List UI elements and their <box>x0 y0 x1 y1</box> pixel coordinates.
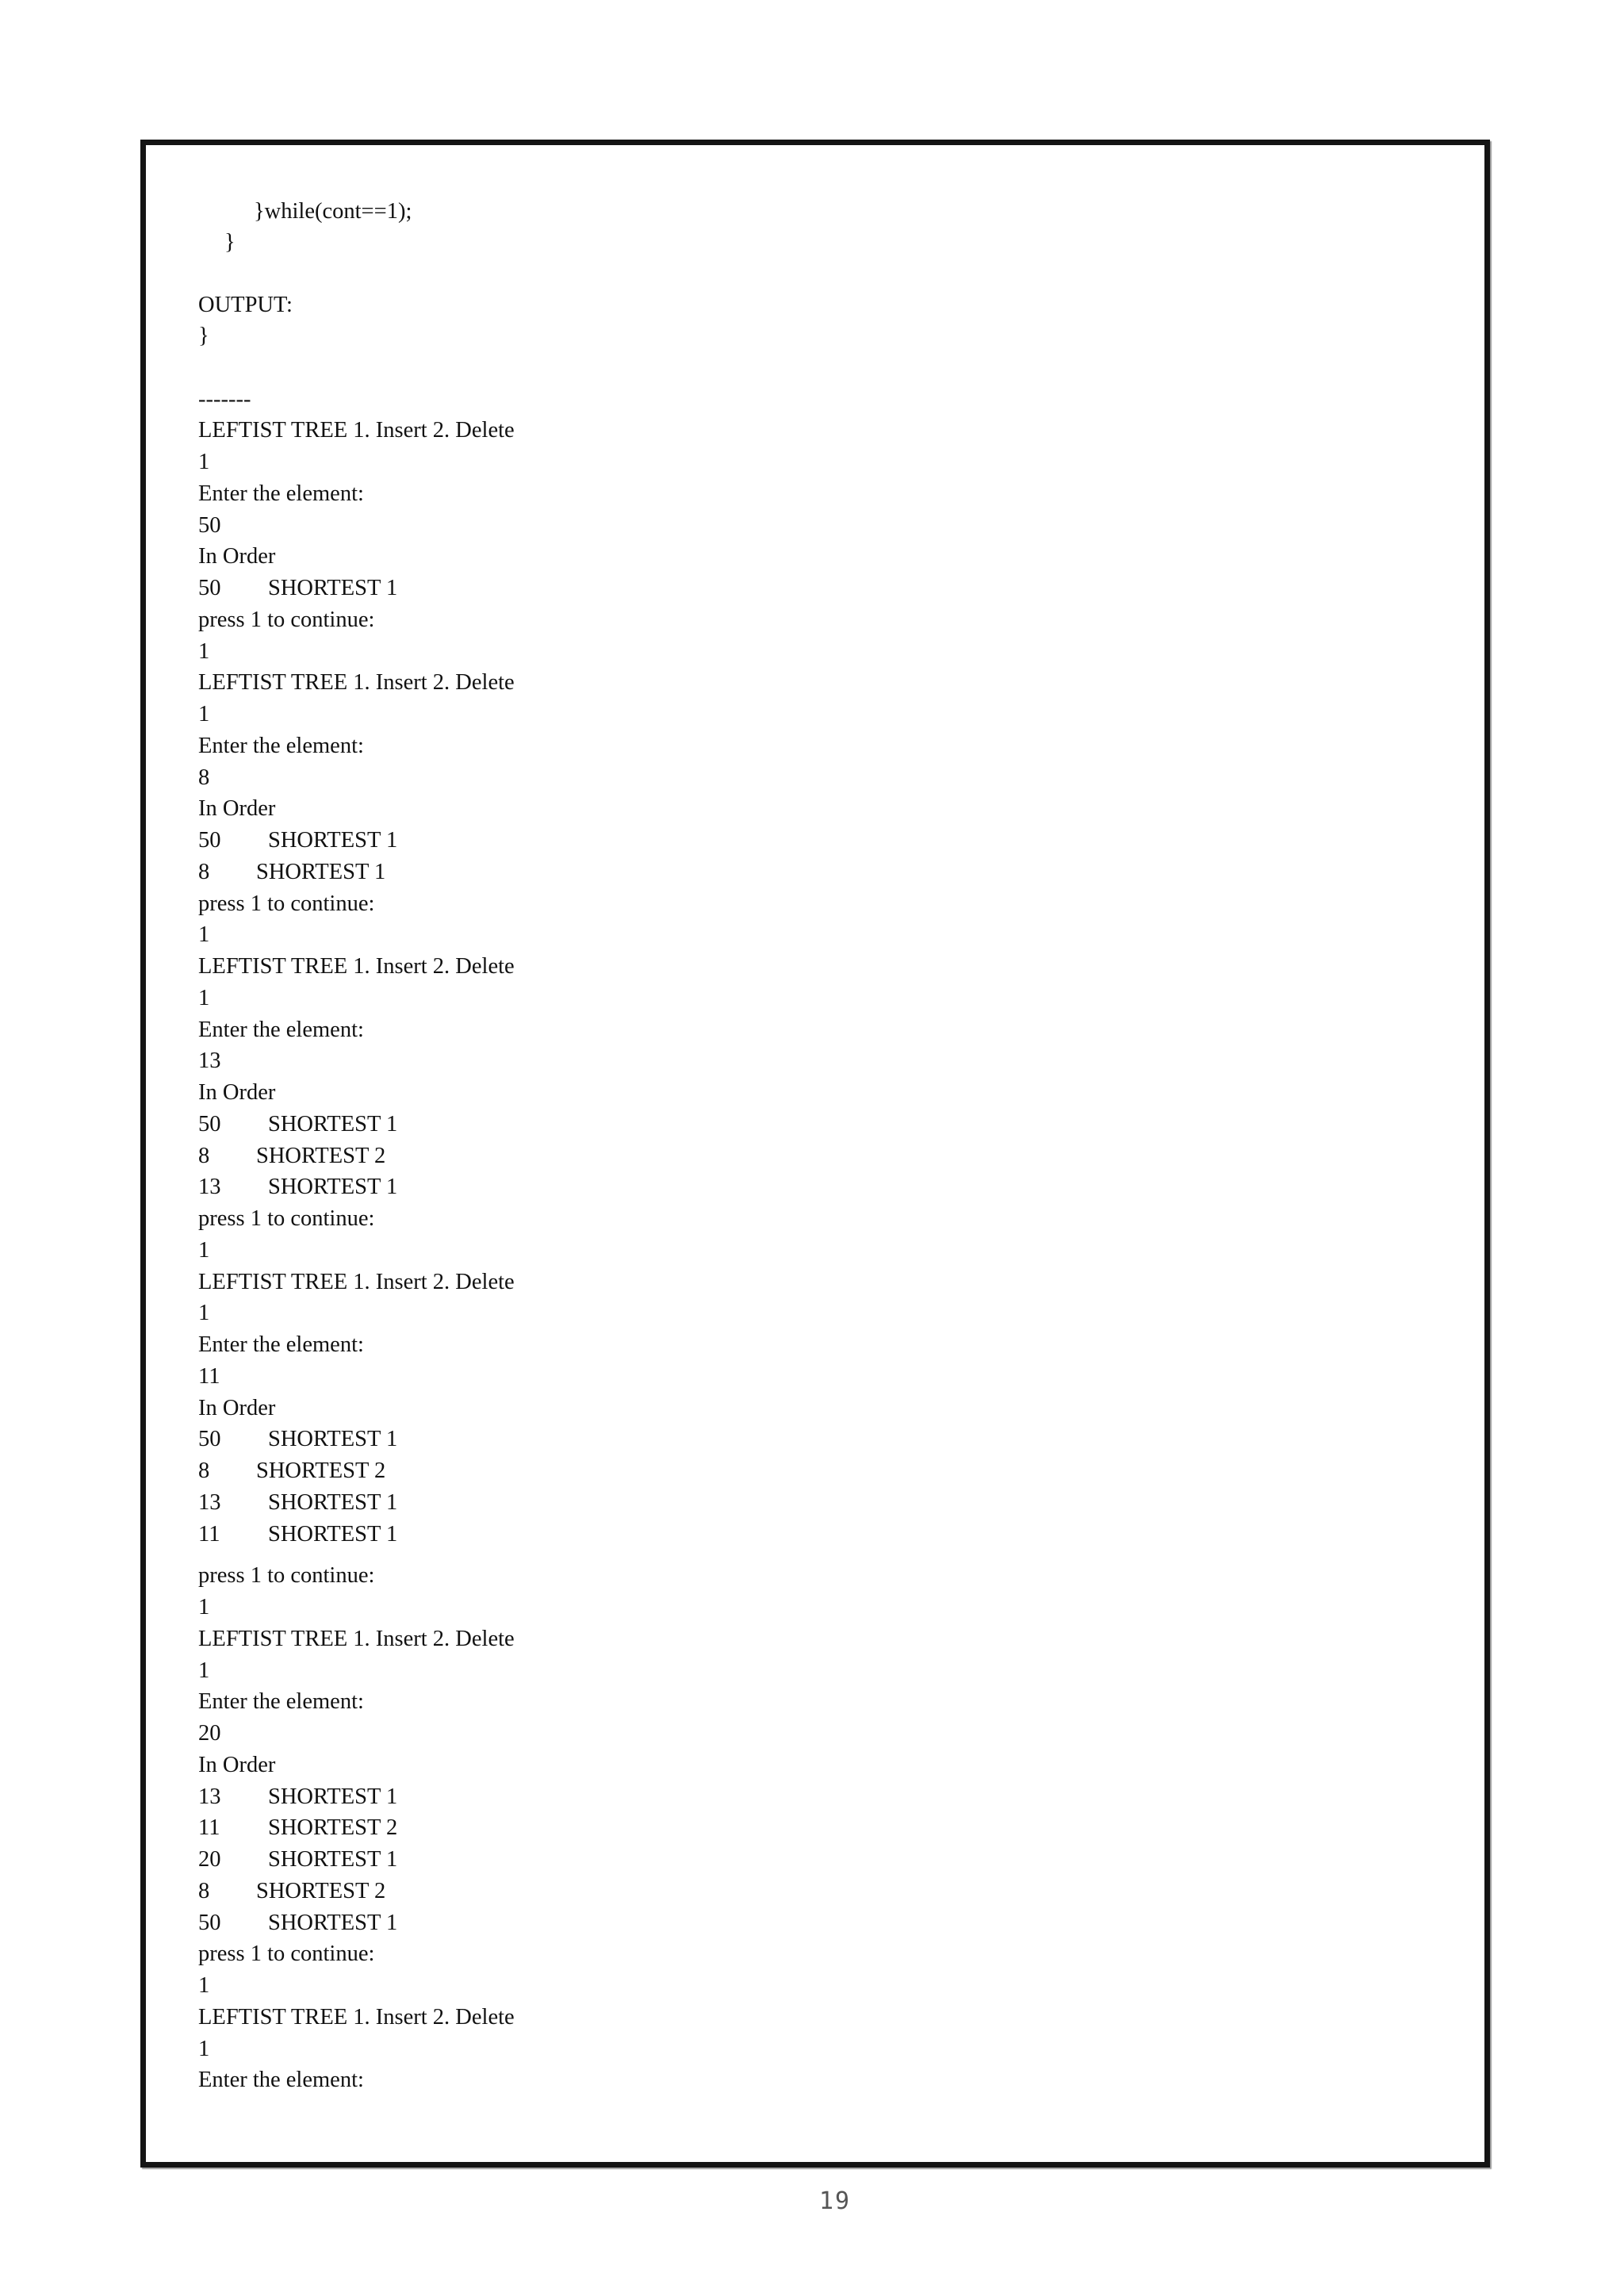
node-value: 50 <box>198 1427 221 1452</box>
inorder-row <box>198 1907 397 1939</box>
shortest-label: SHORTEST 1 <box>268 1111 398 1137</box>
shortest-label: SHORTEST 2 <box>256 1878 386 1903</box>
node-value: 20 <box>198 1847 221 1872</box>
output-line: press 1 to continue: <box>198 607 375 632</box>
node-value: 13 <box>198 1489 221 1515</box>
inorder-row <box>198 1455 385 1487</box>
output-line: Enter the element: <box>198 481 364 506</box>
inorder-row <box>198 1171 397 1203</box>
node-value: 8 <box>198 1458 210 1483</box>
node-value: 13 <box>198 1784 221 1809</box>
output-line: ------- <box>198 386 251 412</box>
shortest-label: SHORTEST 1 <box>268 1784 398 1809</box>
output-line: press 1 to continue: <box>198 1563 375 1589</box>
shortest-label: SHORTEST 1 <box>268 1427 398 1452</box>
output-line: LEFTIST TREE 1. Insert 2. Delete <box>198 1626 515 1651</box>
shortest-label: SHORTEST 2 <box>256 1458 386 1483</box>
output-line: 20 <box>198 1721 221 1746</box>
output-line: LEFTIST TREE 1. Insert 2. Delete <box>198 2004 515 2030</box>
output-line: 1 <box>198 638 210 664</box>
output-line: 1 <box>198 1301 210 1326</box>
output-line: Enter the element: <box>198 1689 364 1715</box>
output-heading: OUTPUT: <box>198 293 293 317</box>
shortest-label: SHORTEST 1 <box>268 1489 398 1515</box>
node-value: 50 <box>198 828 221 853</box>
output-line: In Order <box>198 1395 276 1420</box>
inorder-row <box>198 1812 397 1844</box>
shortest-label: SHORTEST 1 <box>256 859 386 884</box>
output-line: 1 <box>198 1595 210 1619</box>
inorder-row <box>198 573 397 604</box>
output-line: LEFTIST TREE 1. Insert 2. Delete <box>198 670 515 696</box>
output-line: LEFTIST TREE 1. Insert 2. Delete <box>198 418 515 443</box>
node-value: 8 <box>198 1143 210 1168</box>
node-value: 50 <box>198 1111 221 1137</box>
shortest-label: SHORTEST 1 <box>268 1175 398 1200</box>
inorder-row <box>198 1109 397 1140</box>
output-line: LEFTIST TREE 1. Insert 2. Delete <box>198 1269 515 1294</box>
inorder-row <box>198 1424 397 1455</box>
code-line: }while(cont==1); <box>254 199 412 224</box>
output-line: Enter the element: <box>198 1332 364 1357</box>
node-value: 50 <box>198 576 221 600</box>
output-line: Enter the element: <box>198 2068 364 2093</box>
inorder-row <box>198 1519 397 1550</box>
page-number: 19 <box>818 2187 852 2215</box>
output-line: press 1 to continue: <box>198 1941 375 1967</box>
output-line: 1 <box>198 985 210 1010</box>
output-line: } <box>198 324 209 348</box>
shortest-label: SHORTEST 1 <box>268 1847 398 1872</box>
output-line: 1 <box>198 702 210 726</box>
output-line: 1 <box>198 1973 210 1998</box>
output-line: LEFTIST TREE 1. Insert 2. Delete <box>198 954 515 979</box>
code-line: } <box>224 230 236 255</box>
output-line: 13 <box>198 1048 221 1074</box>
output-line: In Order <box>198 796 276 822</box>
output-line: Enter the element: <box>198 733 364 758</box>
output-line: Enter the element: <box>198 1017 364 1042</box>
output-line: 11 <box>198 1363 220 1389</box>
output-line: 1 <box>198 450 210 474</box>
output-line: 1 <box>198 1658 210 1683</box>
shortest-label: SHORTEST 1 <box>268 828 398 853</box>
node-value: 50 <box>198 1910 221 1935</box>
inorder-row <box>198 1487 397 1519</box>
output-line: 8 <box>198 765 210 790</box>
output-line: 1 <box>198 1237 210 1263</box>
shortest-label: SHORTEST 1 <box>268 1910 398 1935</box>
output-line: press 1 to continue: <box>198 891 375 916</box>
node-value: 13 <box>198 1175 221 1200</box>
output-line: 1 <box>198 2036 210 2061</box>
inorder-row <box>198 857 385 888</box>
inorder-row <box>198 1844 397 1876</box>
shortest-label: SHORTEST 1 <box>268 1521 398 1547</box>
node-value: 11 <box>198 1521 220 1547</box>
inorder-row <box>198 1781 397 1813</box>
node-value: 8 <box>198 1878 210 1903</box>
output-line: 1 <box>198 922 210 948</box>
node-value: 11 <box>198 1815 220 1841</box>
output-line: In Order <box>198 1080 276 1105</box>
output-line: press 1 to continue: <box>198 1206 375 1231</box>
output-line: In Order <box>198 544 276 569</box>
output-line: 50 <box>198 512 221 538</box>
shortest-label: SHORTEST 2 <box>268 1815 398 1841</box>
node-value: 8 <box>198 859 210 884</box>
shortest-label: SHORTEST 1 <box>268 576 398 600</box>
inorder-row <box>198 1876 385 1907</box>
inorder-row <box>198 825 397 857</box>
output-line: In Order <box>198 1752 276 1777</box>
inorder-row <box>198 1140 385 1172</box>
shortest-label: SHORTEST 2 <box>256 1143 386 1168</box>
